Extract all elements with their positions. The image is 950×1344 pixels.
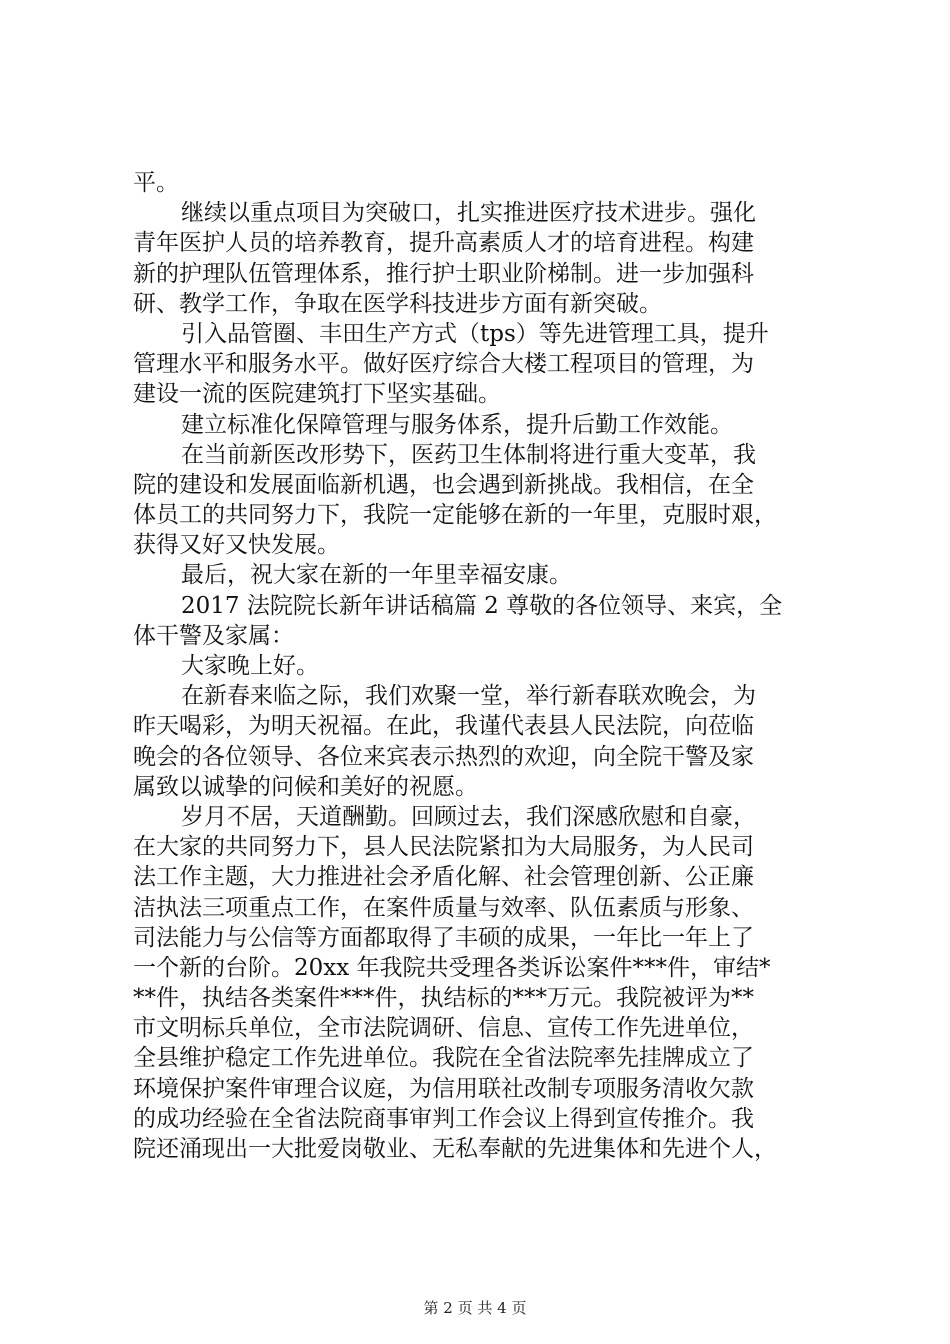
text-line: 昨天喝彩，为明天祝福。在此，我谨代表县人民法院，向莅临 <box>133 713 754 740</box>
text-line: 院还涌现出一大批爱岗敬业、无私奉献的先进集体和先进个人， <box>133 1136 777 1162</box>
text-line: 市文明标兵单位，全市法院调研、信息、宣传工作先进单位， <box>133 1015 754 1042</box>
text-line: 在新春来临之际，我们欢聚一堂，举行新春联欢晚会，为 <box>181 683 756 710</box>
text-line: 新的护理队伍管理体系，推行护士职业阶梯制。进一步加强科 <box>133 260 754 287</box>
text-line: 最后，祝大家在新的一年里幸福安康。 <box>181 562 572 589</box>
text-line: 体干警及家属： <box>133 622 294 649</box>
text-line: 青年医护人员的培养教育，提升高素质人才的培育进程。构建 <box>133 230 754 257</box>
text-line: 全县维护稳定工作先进单位。我院在全省法院率先挂牌成立了 <box>133 1045 754 1072</box>
text-line: 晚会的各位领导、各位来宾表示热烈的欢迎，向全院干警及家 <box>133 743 754 770</box>
text-line: 岁月不居，天道酬勤。回顾过去，我们深感欣慰和自豪， <box>181 803 756 830</box>
text-line: 在大家的共同努力下，县人民法院紧扣为大局服务，为人民司 <box>133 834 754 861</box>
text-line: 平。 <box>133 170 179 196</box>
page-footer: 第 2 页 共 4 页 <box>423 1299 527 1317</box>
text-line: 2017 法院院长新年讲话稿篇 2 尊敬的各位领导、来宾，全 <box>181 592 783 619</box>
text-line: 法工作主题，大力推进社会矛盾化解、社会管理创新、公正廉 <box>133 864 754 891</box>
text-line: 在当前新医改形势下，医药卫生体制将进行重大变革，我 <box>181 441 756 468</box>
text-line: 建设一流的医院建筑打下坚实基础。 <box>133 381 501 408</box>
text-line: 司法能力与公信等方面都取得了丰硕的成果，一年比一年上了 <box>133 924 754 951</box>
text-line: 获得又好又快发展。 <box>133 532 340 559</box>
text-line: 建立标准化保障管理与服务体系，提升后勤工作效能。 <box>181 411 733 438</box>
text-line: 属致以诚挚的问候和美好的祝愿。 <box>133 773 478 800</box>
text-line: 院的建设和发展面临新机遇，也会遇到新挑战。我相信，在全 <box>133 471 754 498</box>
document-body <box>133 168 823 1164</box>
text-line: 引入品管圈、丰田生产方式（tps）等先进管理工具，提升 <box>181 320 769 347</box>
text-line: 研、教学工作，争取在医学科技进步方面有新突破。 <box>133 290 662 317</box>
text-line: 管理水平和服务水平。做好医疗综合大楼工程项目的管理，为 <box>133 351 754 378</box>
text-line: 体员工的共同努力下，我院一定能够在新的一年里，克服时艰， <box>133 502 777 529</box>
text-line: 的成功经验在全省法院商事审判工作会议上得到宣传推介。我 <box>133 1105 754 1132</box>
text-line: 洁执法三项重点工作，在案件质量与效率、队伍素质与形象、 <box>133 894 754 921</box>
text-line: 环境保护案件审理合议庭，为信用联社改制专项服务清收欠款 <box>133 1075 754 1102</box>
text-line: **件，执结各类案件***件，执结标的***万元。我院被评为** <box>133 985 754 1012</box>
text-line: 一个新的台阶。20xx 年我院共受理各类诉讼案件***件，审结* <box>133 954 771 981</box>
text-line: 继续以重点项目为突破口，扎实推进医疗技术进步。强化 <box>181 200 756 227</box>
text-line: 大家晚上好。 <box>181 653 319 679</box>
